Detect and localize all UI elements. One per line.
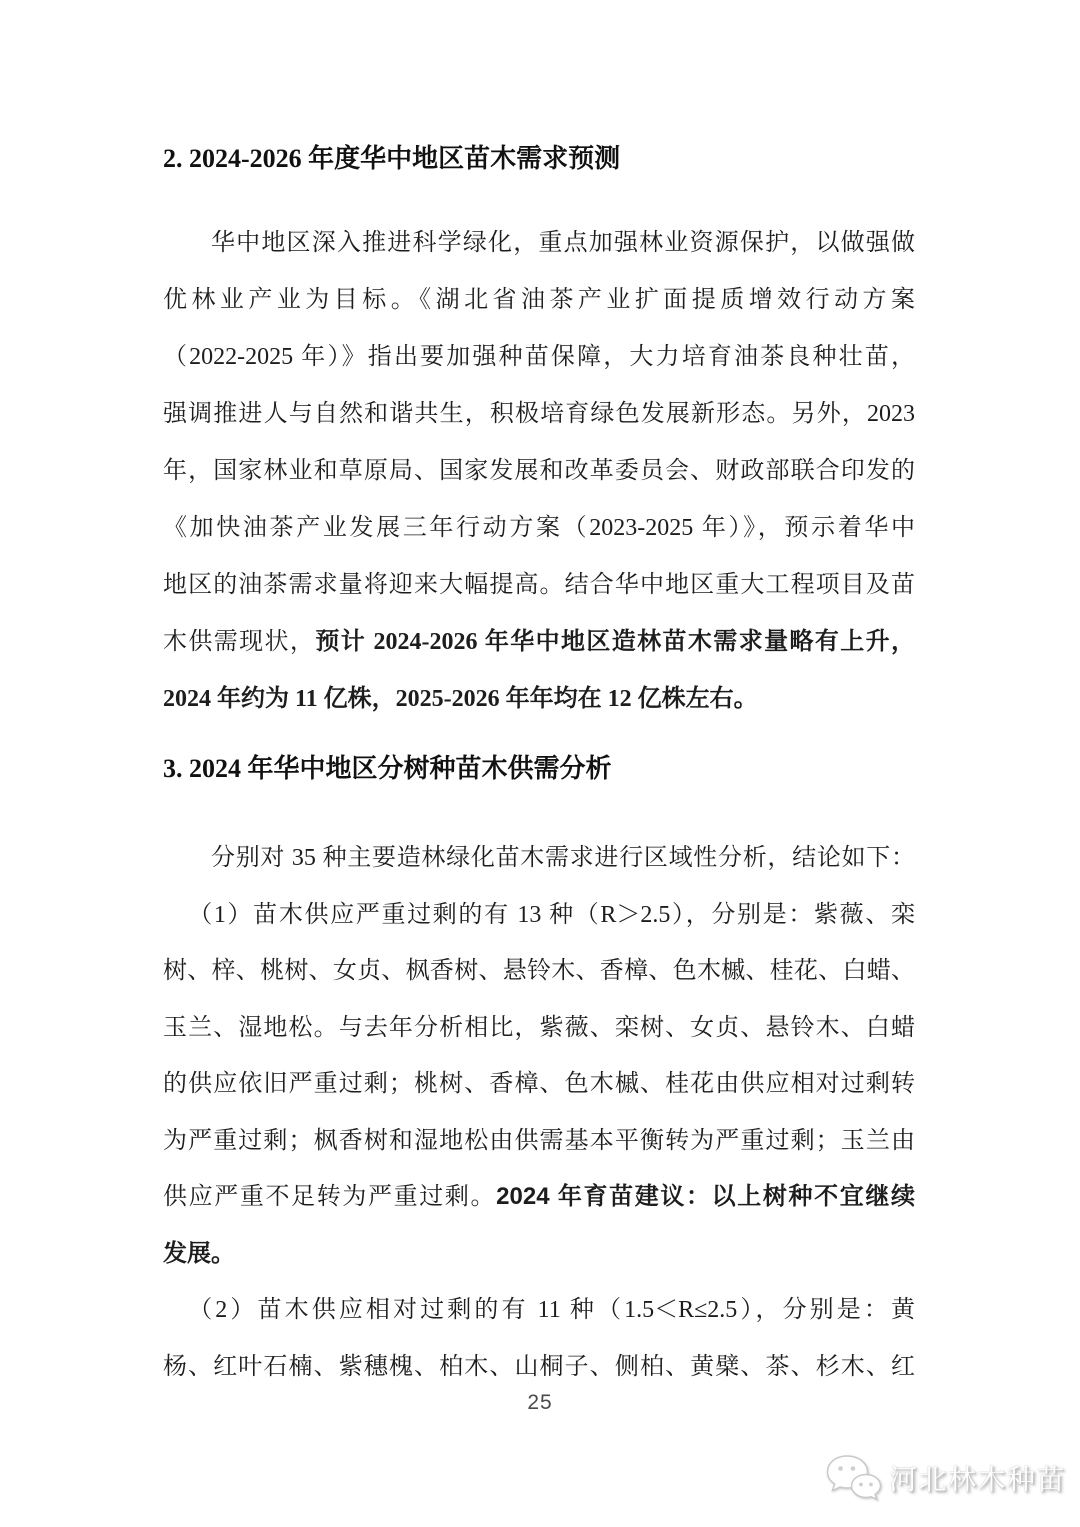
emphasis-run: 2024 年育苗建议：以上树种不宜继续: [496, 1183, 915, 1210]
text-line: [163, 443, 915, 500]
text-line: [163, 887, 915, 944]
wechat-icon: [824, 1453, 882, 1503]
watermark-text: 河北林木种苗: [889, 1464, 1067, 1495]
text-run: 《加快油茶产业发展三年行动方案（2023-2025 年）》，预示着华中: [163, 515, 915, 541]
text-run: 为严重过剩；枫香树和湿地松由供需基本平衡转为严重过剩；玉兰由: [163, 1127, 915, 1154]
text-line: [163, 500, 915, 557]
text-run: 强调推进人与自然和谐共生，积极培育绿色发展新形态。另外，2023: [163, 401, 915, 427]
section-heading-species-analysis: 3. 2024 年华中地区分树种苗木供需分析: [163, 754, 612, 783]
text-run: 木供需现状，: [163, 629, 316, 655]
text-run: （2022-2025 年）》指出要加强种苗保障，大力培育油茶良种壮苗，: [163, 344, 915, 370]
text-run: 分别对 35 种主要造林绿化苗木需求进行区域性分析，结论如下：: [211, 845, 915, 871]
page-number: 25: [527, 1391, 553, 1414]
paragraph-demand-forecast: [163, 215, 915, 728]
text-run: 地区的油茶需求量将迎来大幅提高。结合华中地区重大工程项目及苗: [163, 572, 915, 598]
text-run: 的供应依旧严重过剩；桃树、香樟、色木槭、桂花由供应相对过剩转: [163, 1071, 915, 1097]
text-line: [163, 1113, 915, 1170]
text-run: 玉兰、湿地松。与去年分析相比，紫薇、栾树、女贞、悬铃木、白蜡: [163, 1014, 915, 1041]
text-line: [163, 1169, 915, 1226]
text-run: （1）苗木供应严重过剩的有 13 种（R＞2.5），分别是：紫薇、栾: [188, 901, 915, 928]
watermark: [824, 1453, 1066, 1503]
paragraph-species-analysis: [163, 830, 915, 1395]
text-run: 树、梓、桃树、女贞、枫香树、悬铃木、香樟、色木槭、桂花、白蜡、: [163, 958, 915, 984]
text-line: [163, 671, 915, 728]
emphasis-run: 2024 年约为 11 亿株，2025-2026 年年均在 12 亿株左右。: [163, 686, 758, 712]
text-line: [163, 1226, 915, 1283]
text-line: [163, 1056, 915, 1113]
text-run: 杨、红叶石楠、紫穗槐、柏木、山桐子、侧柏、黄檗、茶、杉木、红: [163, 1353, 915, 1380]
text-line: [163, 830, 915, 887]
text-run: 优林业产业为目标。《湖北省油茶产业扩面提质增效行动方案: [163, 287, 915, 313]
text-run: （2）苗木供应相对过剩的有 11 种（1.5＜R≤2.5），分别是：黄: [188, 1297, 915, 1323]
text-line: [163, 1282, 915, 1339]
text-line: [163, 386, 915, 443]
text-line: [163, 272, 915, 329]
text-run: 华中地区深入推进科学绿化，重点加强林业资源保护，以做强做: [211, 230, 915, 256]
text-run: 年，国家林业和草原局、国家发展和改革委员会、财政部联合印发的: [163, 458, 915, 484]
text-run: 供应严重不足转为严重过剩。: [163, 1184, 497, 1210]
text-line: [163, 329, 915, 386]
text-line: [163, 215, 915, 272]
text-line: [163, 557, 915, 614]
text-line: [163, 1000, 915, 1057]
text-line: [163, 943, 915, 1000]
emphasis-run: 发展。: [163, 1239, 235, 1267]
section-heading-demand-forecast: 2. 2024-2026 年度华中地区苗木需求预测: [163, 144, 621, 173]
text-line: [163, 614, 915, 671]
text-line: [163, 1339, 915, 1396]
emphasis-run: 预计 2024-2026 年华中地区造林苗木需求量略有上升，: [315, 629, 915, 655]
